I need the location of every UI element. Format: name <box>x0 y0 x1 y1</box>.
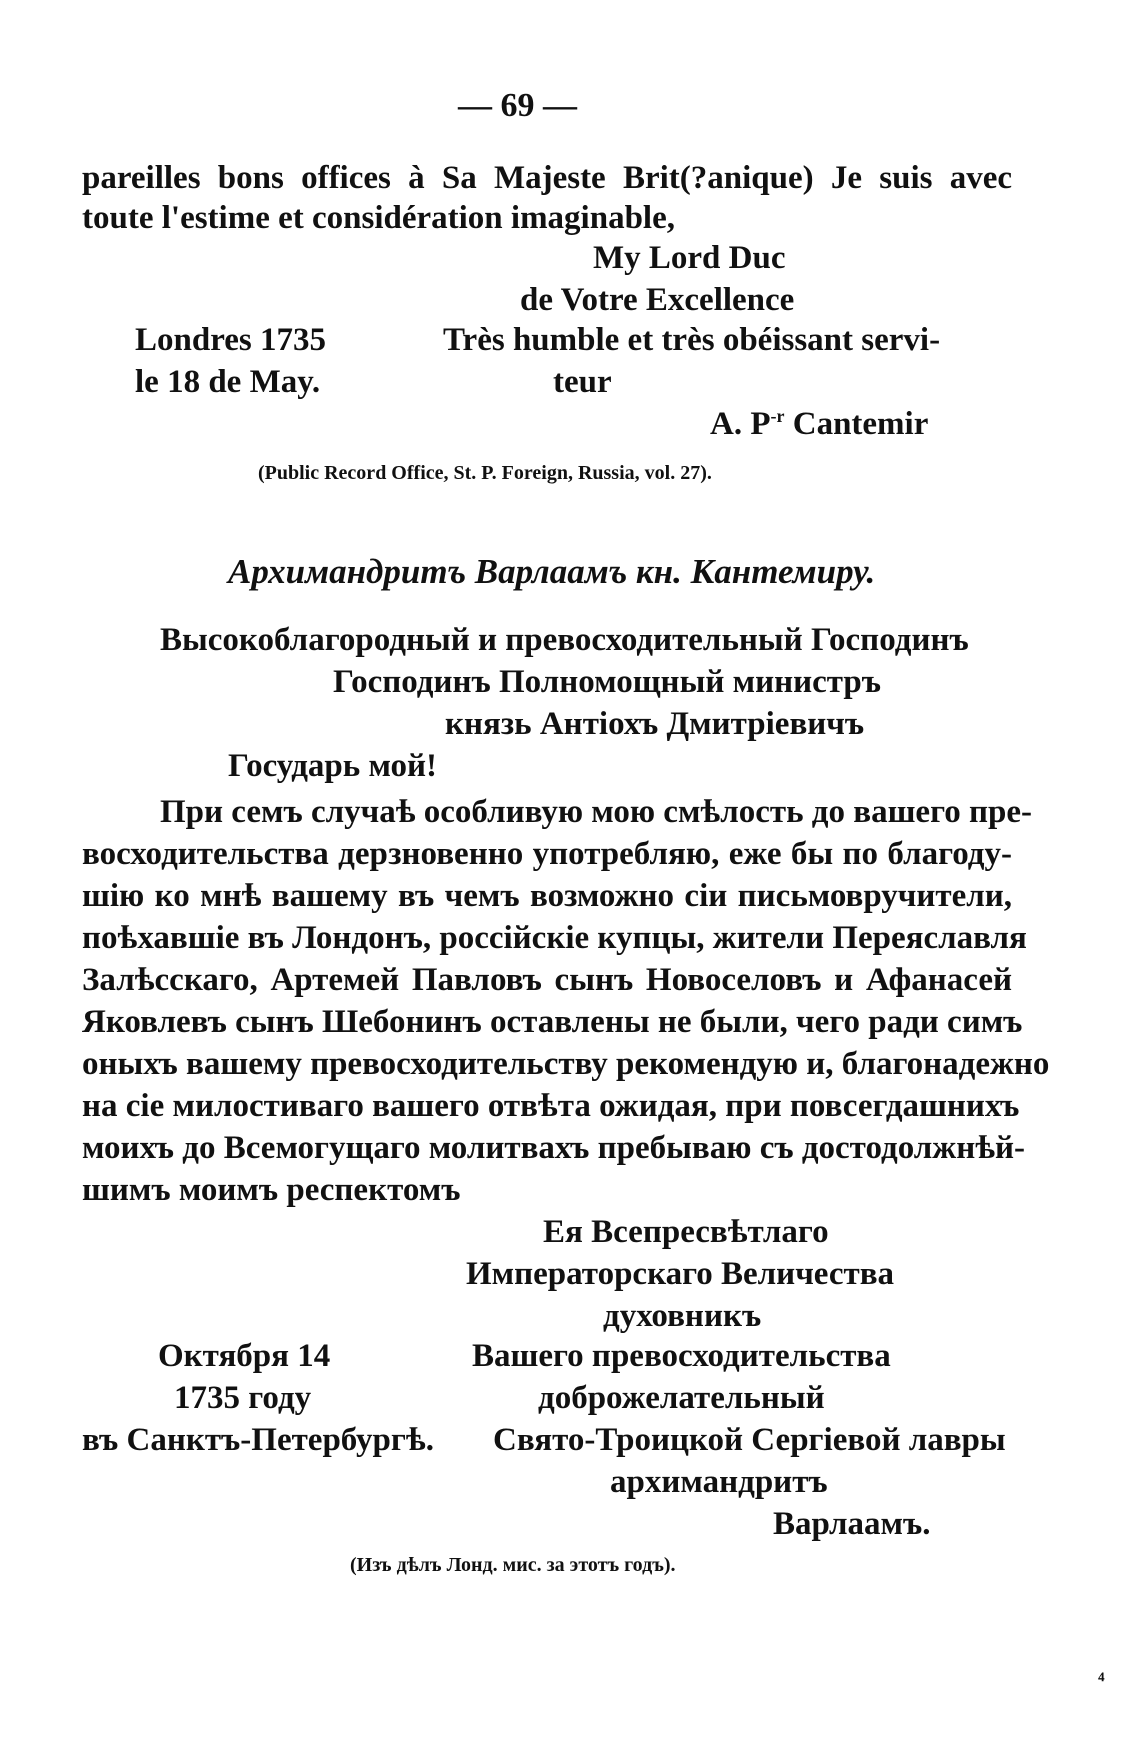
date-ru-1: Октября 14 <box>158 1338 331 1374</box>
body-line-6: Яковлевъ сынъ Шебонинъ оставлены не были, чего ради симъ <box>82 1004 1023 1040</box>
signature-name: Cantemir <box>792 406 929 442</box>
closing-ru-1: Ея Всепресвѣтлаго <box>543 1214 829 1250</box>
closing-ru-7: архимандритъ <box>610 1464 828 1500</box>
address-line-1: Высокоблагородный и превосходительный Господинъ <box>160 622 969 658</box>
body-line-1: При семъ случаѣ особливую мою смѣлость до вашего пре- <box>160 794 1032 830</box>
body-line-8: на сіе милостиваго вашего отвѣта ожидая, при повсегдашнихъ <box>82 1088 1020 1124</box>
body-line-5: Залѣсскаго, Артемей Павловъ сынъ Новоселовъ и Афанасей <box>82 962 1012 998</box>
body-line-9: моихъ до Всемогущаго молитвахъ пребываю съ достодолжнѣй- <box>82 1130 1026 1166</box>
address-line-3: князь Антіохъ Дмитріевичъ <box>445 706 865 742</box>
address-line-2: Господинъ Полномощный министръ <box>333 664 881 700</box>
page-number: — 69 — <box>458 87 577 124</box>
address-line-4: Государь мой! <box>228 748 438 784</box>
russian-source-citation: (Изъ дѣлъ Лонд. мис. за этотъ годъ). <box>350 1554 676 1576</box>
body-line-10: шимъ моимъ респектомъ <box>82 1172 461 1208</box>
french-place: Londres 1735 <box>135 322 327 358</box>
french-line-2: toute l'estime et considération imaginable, <box>82 200 676 236</box>
closing-ru-2: Императорскаго Величества <box>466 1256 895 1292</box>
body-line-4: поѣхавшіе въ Лондонъ, россійскіе купцы, жители Переяславля <box>82 920 1027 956</box>
closing-line-1: Très humble et très obéissant servi- <box>443 322 941 358</box>
closing-ru-3: духовникъ <box>603 1298 762 1334</box>
french-source-citation: (Public Record Office, St. P. Foreign, Russia, vol. 27). <box>258 462 712 484</box>
closing-ru-4: Вашего превосходительства <box>472 1338 891 1374</box>
body-line-2: восходительства дерзновенно употребляю, еже бы по благоду- <box>82 836 1012 872</box>
body-line-3: шію ко мнѣ вашему въ чемъ возможно сіи письмовручители, <box>82 878 1012 914</box>
french-signature <box>710 404 928 444</box>
signature-superscript: -r <box>770 406 785 426</box>
corner-mark: ⁴ <box>1098 1667 1105 1692</box>
closing-ru-5: доброжелательный <box>538 1380 825 1416</box>
date-ru-3: въ Санктъ-Петербургѣ. <box>82 1422 434 1458</box>
closing-line-2: teur <box>553 364 612 400</box>
signature-initial: A. P <box>710 406 771 442</box>
salutation-line-1: My Lord Duc <box>593 240 786 276</box>
french-date: le 18 de May. <box>135 364 321 400</box>
salutation-line-2: de Votre Excellence <box>520 282 795 318</box>
letter-title: Архимандритъ Варлаамъ кн. Кантемиру. <box>228 552 876 591</box>
signature-ru: Варлаамъ. <box>773 1506 931 1542</box>
french-line-1: pareilles bons offices à Sa Majeste Brit(?anique) Je suis avec <box>82 160 1012 196</box>
body-line-7: оныхъ вашему превосходительству рекомендую и, благонадежно <box>82 1046 1050 1082</box>
closing-ru-6: Свято-Троицкой Сергіевой лавры <box>493 1422 1006 1458</box>
date-ru-2: 1735 году <box>174 1380 312 1416</box>
